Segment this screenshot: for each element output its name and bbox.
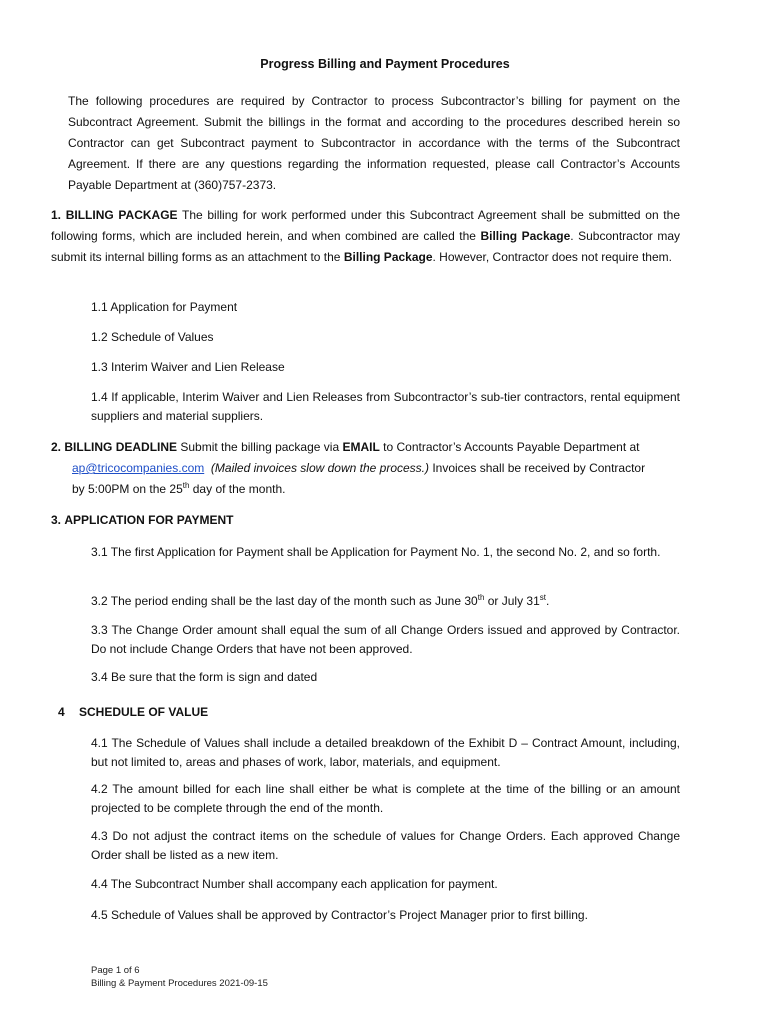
list-item: 4.3 Do not adjust the contract items on the schedule of values for Change Orders. Each approved Change Order shall be listed as a new item. [91,829,680,862]
section-3-heading-line [51,510,680,531]
list-item: 4.1 The Schedule of Values shall include a detailed breakdown of the Exhibit D – Contract Amount, including, but not limited to, areas and phases of work, labor, materials, and equipment. [91,736,680,769]
section-4-number: 4 [58,705,65,719]
list-item: 3.3 The Change Order amount shall equal the sum of all Change Orders issued and approved by Contractor. Do not include Change Orders that have not been approved. [91,623,680,656]
section-2-line-3 [72,479,682,500]
section-2-heading: BILLING DEADLINE [64,440,178,454]
intro-paragraph: The following procedures are required by Contractor to process Subcontractor’s billing for payment on the Subcontract Agreement. Submit the billings in the format and according to the procedures described herein so Contractor can get Subcontract payment to Subcontractor in accordance with the terms of the Subcontract Agreement. If there are any questions regarding the information requested, please call Contractor’s Accounts Payable Department at (360)757-2373. [68,94,680,192]
section-1-number: 1. [51,208,62,222]
item-3-2-text-c: . [545,594,550,608]
section-2-text-b: to Contractor’s Accounts Payable Department at [379,440,640,454]
list-item: 4.5 Schedule of Values shall be approved by Contractor’s Project Manager prior to first billing. [91,908,588,922]
page-title: Progress Billing and Payment Procedures [260,57,510,71]
billing-package-term-2: Billing Package [343,250,433,264]
section-2-line-1 [51,437,680,458]
section-2-text-a: Submit the billing package via [177,440,343,454]
list-item [91,591,680,612]
section-4-heading: SCHEDULE OF VALUE [79,705,209,719]
list-item: 1.4 If applicable, Interim Waiver and Lien Releases from Subcontractor’s sub-tier contractors, rental equipment suppliers and material suppliers. [91,390,680,423]
item-3-2-sup-1: th [477,593,485,602]
email-link[interactable]: ap@tricocompanies.com [72,461,205,475]
item-3-2-text-b: or July 31 [484,594,540,608]
list-item: 3.4 Be sure that the form is sign and dated [91,670,318,684]
section-2-text-d: by 5:00PM on the 25 [72,482,183,496]
billing-package-term-1: Billing Package [480,229,571,243]
list-item: 4.4 The Subcontract Number shall accompany each application for payment. [91,877,498,891]
section-2-sup: th [182,481,190,490]
list-item: 4.2 The amount billed for each line shall either be what is complete at the time of the billing or an amount projected to be complete through the end of the month. [91,782,680,815]
section-2-line-2 [72,458,682,479]
item-3-2-sup-2: st [539,593,546,602]
section-3-heading: APPLICATION FOR PAYMENT [64,513,234,527]
list-item: 3.1 The first Application for Payment shall be Application for Payment No. 1, the second No. 2, and so forth. [91,545,661,559]
section-1-paragraph [51,205,680,268]
page-number: Page 1 of 6 [91,965,140,976]
footer-doc-name: Billing & Payment Procedures 2021-09-15 [91,978,268,989]
section-1-text-c: . However, Contractor does not require them. [432,250,672,264]
email-word: EMAIL [342,440,380,454]
list-item: 1.2 Schedule of Values [91,330,214,344]
mailed-invoices-note: (Mailed invoices slow down the process.) [210,461,429,475]
section-2-number: 2. [51,440,62,454]
section-2-text-c: Invoices shall be received by Contractor [429,461,646,475]
footer [91,964,391,990]
section-1-text-b: . Subcontractor may submit its internal billing forms as an attachment to the [51,229,680,264]
section-1-heading: BILLING PACKAGE [65,208,178,222]
item-3-2-text-a: 3.2 The period ending shall be the last day of the month such as June 30 [91,594,478,608]
list-item: 1.1 Application for Payment [91,300,238,314]
section-3-number: 3. [51,513,62,527]
list-item: 1.3 Interim Waiver and Lien Release [91,360,285,374]
section-2-text-e: day of the month. [189,482,286,496]
section-1-text-a: The billing for work performed under this Subcontract Agreement shall be submitted on the following forms, which are included herein, and when combined are called the [51,208,680,243]
